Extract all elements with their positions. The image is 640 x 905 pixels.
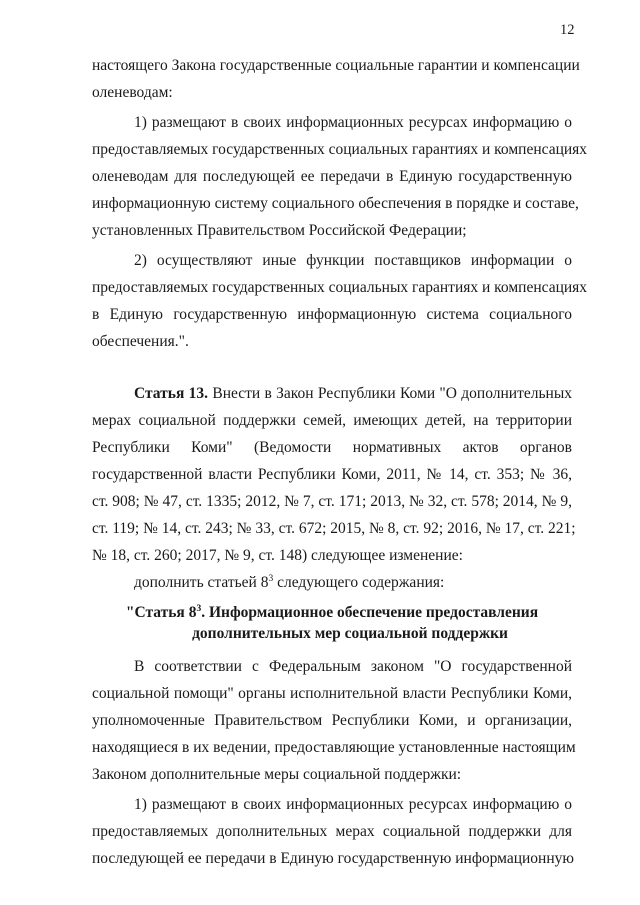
title-text: "Статья 8 (125, 604, 197, 621)
article-text: Внести в Закон Республики Коми "О дополнительных (212, 385, 572, 402)
amendment-text: дополнить статьей 8 (134, 574, 269, 591)
paragraph-line: в Единую государственную информационную система социального (92, 306, 572, 323)
article-13-first-line (134, 384, 572, 404)
title-text: . Информационное обеспечение предоставления (201, 604, 539, 621)
paragraph-line: мерах социальной поддержки семей, имеющих детей, на территории (92, 412, 572, 429)
paragraph-line: оленеводам: (92, 84, 173, 101)
paragraph-line: предоставляемых дополнительных мерах социальной поддержки для (92, 823, 572, 840)
superscript: 3 (196, 604, 202, 614)
article-title-line-2: дополнительных мер социальной поддержки (192, 625, 508, 642)
paragraph-line: информационную систему социального обеспечения в порядке и составе, (92, 195, 579, 212)
article-title-line-1 (92, 603, 572, 623)
paragraph-line: социальной помощи" органы исполнительной власти Республики Коми, (92, 685, 572, 702)
paragraph-line: ст. 119; № 14, ст. 243; № 33, ст. 672; 2015, № 8, ст. 92; 2016, № 17, ст. 221; (92, 520, 576, 537)
article-heading: Статья 13. (134, 385, 209, 402)
paragraph-line: Республики Коми" (Ведомости нормативных актов органов (92, 439, 572, 456)
paragraph-line: ст. 908; № 47, ст. 1335; 2012, № 7, ст. 171; 2013, № 32, ст. 578; 2014, № 9, (92, 493, 572, 510)
list-item-line: 1) размещают в своих информационных ресурсах информацию о (134, 796, 572, 813)
amendment-text: следующего содержания: (273, 574, 445, 591)
paragraph-line: уполномоченные Правительством Республики Коми, и организации, (92, 712, 572, 729)
paragraph-line: № 18, ст. 260; 2017, № 9, ст. 148) следующее изменение: (92, 547, 463, 564)
paragraph-line: предоставляемых государственных социальных гарантиях и компенсациях (92, 279, 588, 296)
paragraph-line: установленных Правительством Российской Федерации; (92, 222, 467, 239)
paragraph-line: оленеводам для последующей ее передачи в Единую государственную (92, 168, 572, 185)
paragraph-line: предоставляемых государственных социальных гарантиях и компенсациях (92, 141, 588, 158)
superscript: 3 (268, 574, 274, 584)
paragraph-line: находящиеся в их ведении, предоставляющие установленные настоящим (92, 739, 576, 756)
paragraph-line: настоящего Закона государственные социальные гарантии и компенсации (92, 57, 580, 74)
paragraph-line: Законом дополнительные меры социальной поддержки: (92, 766, 462, 783)
list-item-line: 2) осуществляют иные функции поставщиков информации о (134, 252, 572, 269)
paragraph-line: В соответствии с Федеральным законом "О государственной (134, 658, 572, 675)
page-number: 12 (560, 22, 575, 38)
paragraph-line: обеспечения.". (92, 333, 189, 350)
paragraph-line: государственной власти Республики Коми, 2011, № 14, ст. 353; № 36, (92, 466, 572, 483)
amendment-line (134, 573, 572, 593)
list-item-line: 1) размещают в своих информационных ресурсах информацию о (134, 114, 572, 131)
paragraph-line: последующей ее передачи в Единую государственную информационную (92, 850, 574, 867)
